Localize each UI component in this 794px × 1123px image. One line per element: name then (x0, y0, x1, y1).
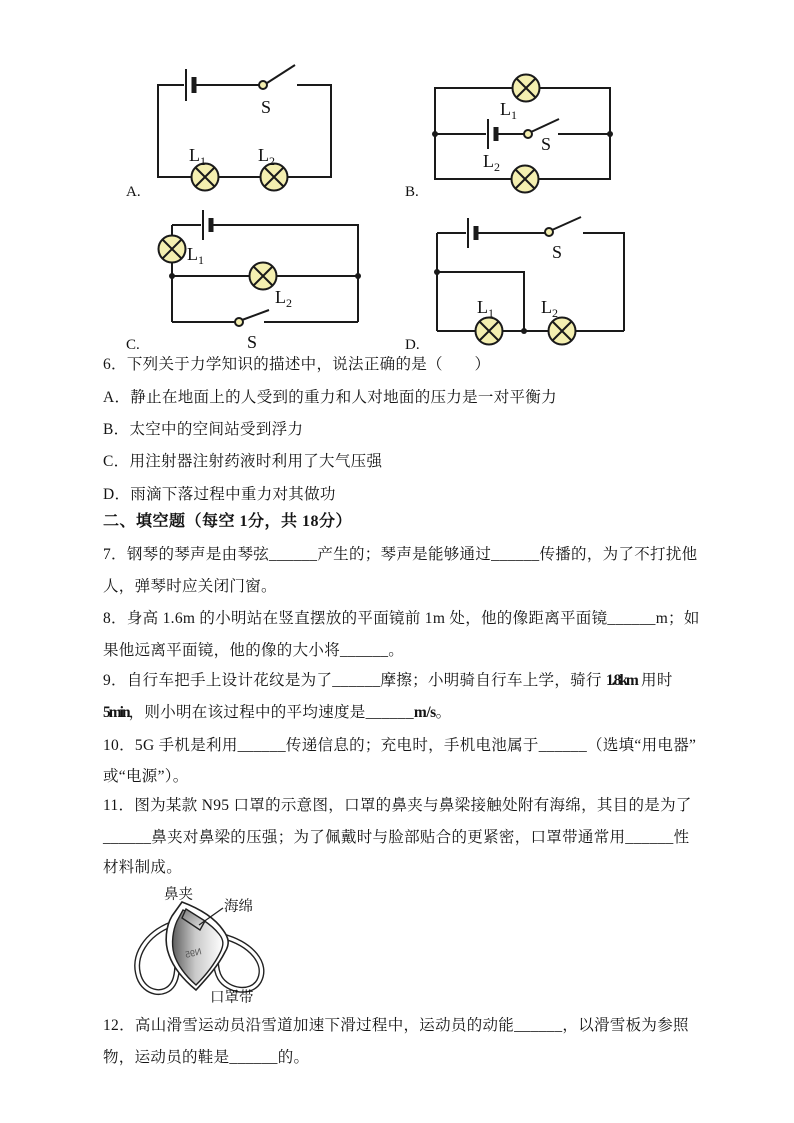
switch-label: S (541, 134, 552, 154)
q9-speed-unit: m/s (413, 704, 436, 721)
lamp-l2-icon (549, 318, 576, 345)
lamp-l1-label (477, 297, 494, 320)
mask-figure (120, 880, 330, 1018)
lamp-label-base: L (258, 145, 269, 165)
junction-dot (521, 328, 527, 334)
wire (583, 233, 624, 331)
question-12-line2: 物，运动员的鞋是______的。 (103, 1049, 310, 1066)
lamp-l2-label (483, 151, 500, 174)
switch-label: S (261, 97, 272, 117)
q9-line2-text: ，则小明在该过程中的平均速度是______ (128, 704, 414, 721)
battery-icon (488, 119, 496, 149)
q9-line1-suffix: 用时 (636, 672, 673, 689)
question-7-line1: 7．钢琴的琴声是由琴弦______产生的；琴声是能够通过______传播的，为了不打扰他 (103, 546, 698, 563)
lamp-l1-label (189, 145, 206, 168)
question-6-option-b: B．太空中的空间站受到浮力 (103, 421, 304, 438)
switch-label: S (552, 242, 563, 262)
battery-icon (468, 218, 476, 248)
lamp-l1-label (187, 244, 204, 267)
option-label-d: D. (405, 337, 420, 353)
nose-clip-label: 鼻夹 (164, 887, 193, 903)
lamp-label-base: L (541, 297, 552, 317)
lamp-label-base: L (275, 287, 286, 307)
lamp-label-sub: 2 (269, 154, 275, 168)
wire (158, 85, 331, 177)
lamp-label-sub: 1 (198, 253, 204, 267)
lamp-label-base: L (483, 151, 494, 171)
question-11-line3: 材料制成。 (103, 859, 183, 876)
q9-distance-value: 1.8km (605, 672, 637, 689)
lamp-l2-icon (512, 166, 539, 193)
question-6-option-c: C．用注射器注射药液时利用了大气压强 (103, 453, 383, 470)
question-6-option-d: D．雨滴下落过程中重力对其做功 (103, 486, 336, 503)
question-8-line1: 8．身高 1.6m 的小明站在竖直摆放的平面镜前 1m 处，他的像距离平面镜______m；如 (103, 610, 700, 627)
circuit-diagram-a (158, 65, 331, 191)
q9-line2-end: 。 (435, 704, 452, 721)
lamp-label-sub: 2 (552, 306, 558, 320)
lamp-l1-icon (513, 75, 540, 102)
mask-print-text: N95 (184, 946, 203, 960)
question-11-line2: ______鼻夹对鼻梁的压强；为了佩戴时与脸部贴合的更紧密，口罩带通常用______性 (103, 829, 690, 846)
junction-dot (355, 273, 361, 279)
lamp-l2-label (258, 145, 275, 168)
lamp-label-base: L (189, 145, 200, 165)
circuit-diagram-b (432, 75, 613, 193)
q9-time-value: 5min (103, 704, 129, 721)
lamp-label-sub: 2 (494, 160, 500, 174)
switch-icon (259, 65, 295, 89)
switch-icon (545, 217, 581, 236)
circuit-diagram-c (159, 210, 362, 326)
circuit-diagram-d (434, 217, 624, 345)
switch-label: S (247, 332, 258, 352)
lamp-l2-label (541, 297, 558, 320)
sponge-label: 海绵 (224, 899, 253, 915)
lamp-label-base: L (500, 99, 511, 119)
strap-label: 口罩带 (210, 990, 254, 1006)
lamp-l1-label (500, 99, 517, 122)
question-9-line1 (103, 671, 673, 690)
junction-dot (607, 131, 613, 137)
junction-dot (169, 273, 175, 279)
question-10-line2: 或“电源”）。 (103, 768, 189, 785)
battery-icon (186, 69, 194, 101)
lamp-l1-icon (476, 318, 503, 345)
question-6-option-a: A．静止在地面上的人受到的重力和人对地面的压力是一对平衡力 (103, 389, 557, 406)
switch-icon (235, 310, 269, 326)
lamp-label-base: L (477, 297, 488, 317)
question-8-line2: 果他远离平面镜，他的像的大小将______。 (103, 642, 405, 659)
question-10-line1: 10．5G 手机是利用______传递信息的；充电时，手机电池属于______（选填“用电器” (103, 737, 697, 754)
battery-icon (203, 210, 211, 240)
lamp-l2-icon (250, 263, 277, 290)
lamp-label-base: L (187, 244, 198, 264)
lamp-label-sub: 1 (200, 154, 206, 168)
q9-line1-text: 9．自行车把手上设计花纹是为了______摩擦；小明骑自行车上学，骑行 (103, 672, 606, 689)
lamp-label-sub: 1 (488, 306, 494, 320)
junction-dot (432, 131, 438, 137)
option-label-c: C. (126, 337, 140, 353)
question-11-line1: 11．图为某款 N95 口罩的示意图，口罩的鼻夹与鼻梁接触处附有海绵，其目的是为了 (103, 797, 692, 814)
option-label-a: A. (126, 184, 141, 200)
junction-dot (434, 269, 440, 275)
question-6-stem: 6．下列关于力学知识的描述中，说法正确的是（ ） (103, 356, 491, 373)
section-2-header: 二、填空题（每空 1分，共 18分） (103, 513, 353, 530)
question-9-line2 (103, 703, 451, 722)
question-7-line2: 人，弹琴时应关闭门窗。 (103, 578, 277, 595)
lamp-l2-label (275, 287, 292, 310)
option-label-b: B. (405, 184, 419, 200)
lamp-label-sub: 2 (286, 296, 292, 310)
lamp-l1-icon (159, 236, 186, 263)
circuit-options-figure (0, 0, 794, 362)
lamp-label-sub: 1 (511, 108, 517, 122)
question-12-line1: 12．高山滑雪运动员沿雪道加速下滑过程中，运动员的动能______，以滑雪板为参照 (103, 1017, 689, 1034)
